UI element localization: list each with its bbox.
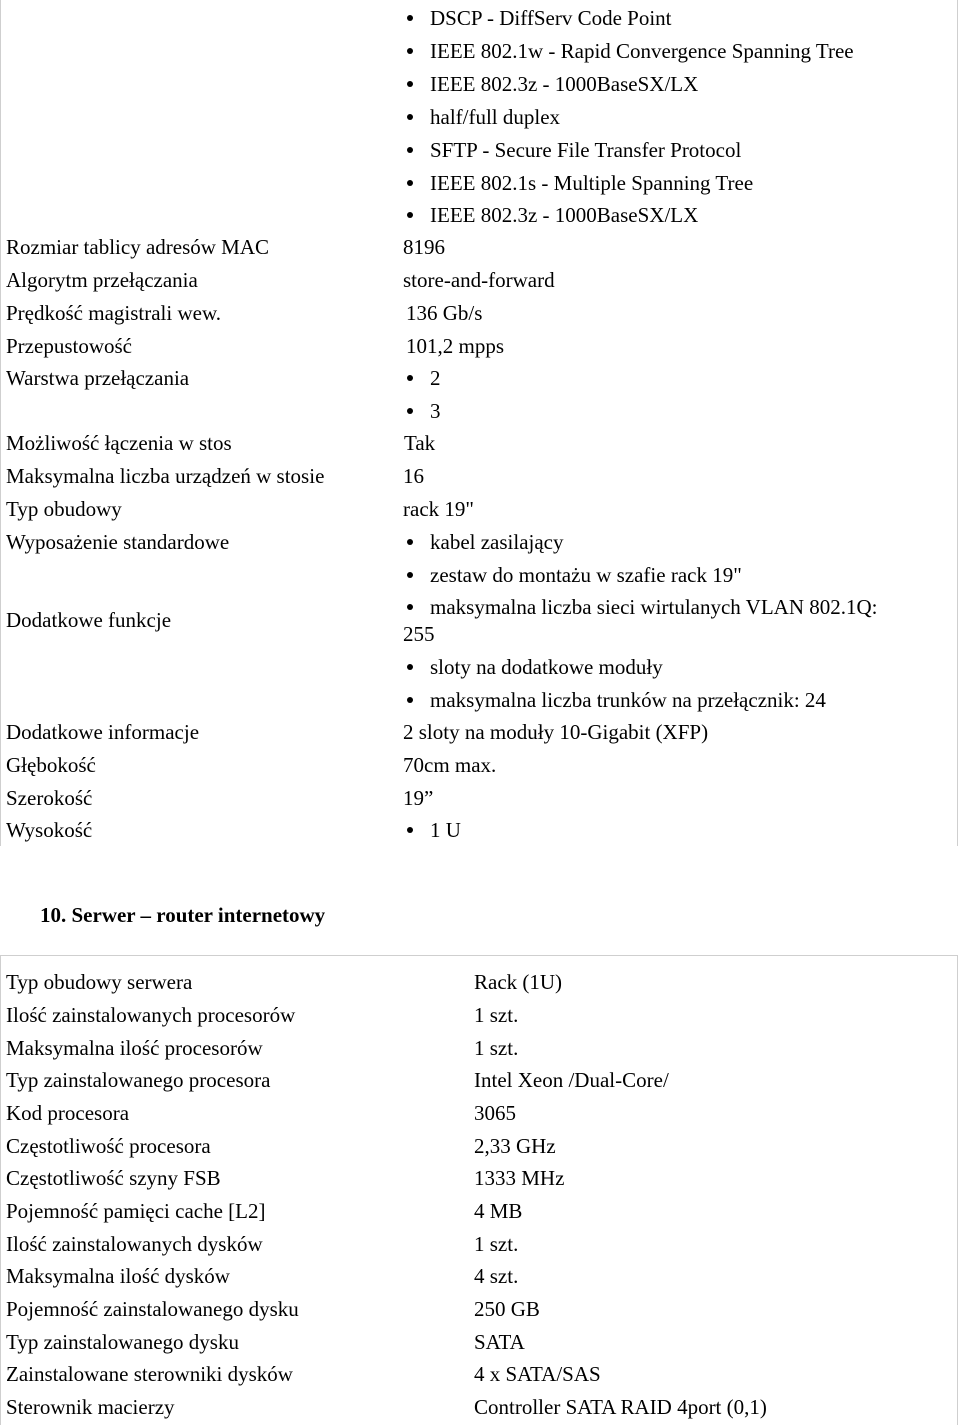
spec-value: 1 szt.: [474, 1232, 519, 1256]
list-item: sloty na dodatkowe moduły: [430, 655, 663, 679]
spec-value: Rack (1U): [474, 970, 563, 994]
spec-label: Częstotliwość procesora: [6, 1134, 211, 1158]
spec-label: Dodatkowe informacje: [6, 720, 200, 744]
spec-value: Controller SATA RAID 4port (0,1): [474, 1395, 767, 1419]
spec-label: Typ zainstalowanego dysku: [6, 1330, 239, 1354]
list-item: IEEE 802.1s - Multiple Spanning Tree: [430, 171, 754, 195]
spec-label: Algorytm przełączania: [6, 268, 198, 292]
list-item-wrap: 255: [403, 622, 435, 646]
spec-label: Sterownik macierzy: [6, 1395, 175, 1419]
spec-label: Możliwość łączenia w stos: [6, 431, 232, 455]
spec-value: 2 sloty na moduły 10-Gigabit (XFP): [403, 720, 709, 744]
list-item: IEEE 802.1w - Rapid Convergence Spanning Tree: [430, 39, 854, 63]
spec-label: Typ obudowy serwera: [6, 970, 193, 994]
spec-label: Maksymalna ilość procesorów: [6, 1036, 263, 1060]
spec-value: 250 GB: [474, 1297, 540, 1321]
spec-label: Prędkość magistrali wew.: [6, 301, 222, 325]
list-item: IEEE 802.3z - 1000BaseSX/LX: [430, 203, 699, 227]
spec-value: 8196: [403, 235, 445, 259]
spec-value: 101,2 mpps: [406, 334, 505, 358]
spec-value: 1 szt.: [474, 1036, 519, 1060]
spec-label: Pojemność pamięci cache [L2]: [6, 1199, 266, 1223]
spec-value: Tak: [404, 431, 436, 455]
spec-label: Dodatkowe funkcje: [6, 608, 172, 632]
spec-label: Pojemność zainstalowanego dysku: [6, 1297, 299, 1321]
spec-value: 16: [403, 464, 424, 488]
list-item: 3: [430, 399, 441, 423]
list-item: SFTP - Secure File Transfer Protocol: [430, 138, 742, 162]
spec-label: Warstwa przełączania: [6, 366, 190, 390]
spec-value: 2,33 GHz: [474, 1134, 556, 1158]
list-item: IEEE 802.3z - 1000BaseSX/LX: [430, 72, 699, 96]
spec-label: Głębokość: [6, 753, 96, 777]
spec-label: Ilość zainstalowanych dysków: [6, 1232, 263, 1256]
list-item: zestaw do montażu w szafie rack 19": [430, 563, 742, 587]
spec-value: Intel Xeon /Dual-Core/: [474, 1068, 669, 1092]
spec-value: rack 19": [403, 497, 474, 521]
spec-value: 19”: [403, 786, 434, 810]
spec-label: Częstotliwość szyny FSB: [6, 1166, 221, 1190]
spec-value: store-and-forward: [403, 268, 555, 292]
spec-value: SATA: [474, 1330, 525, 1354]
list-item: DSCP - DiffServ Code Point: [430, 6, 672, 30]
section-heading: 10. Serwer – router internetowy: [40, 903, 326, 927]
spec-label: Wyposażenie standardowe: [6, 530, 230, 554]
list-item: 1 U: [430, 818, 461, 842]
spec-value: 70cm max.: [403, 753, 497, 777]
spec-label: Szerokość: [6, 786, 93, 810]
spec-value: 136 Gb/s: [406, 301, 483, 325]
list-item: kabel zasilający: [430, 530, 564, 554]
spec-value: 3065: [474, 1101, 516, 1125]
spec-label: Maksymalna ilość dysków: [6, 1264, 230, 1288]
spec-label: Ilość zainstalowanych procesorów: [6, 1003, 296, 1027]
spec-label: Wysokość: [6, 818, 93, 842]
spec-label: Typ obudowy: [6, 497, 122, 521]
spec-label: Kod procesora: [6, 1101, 130, 1125]
spec-value: 4 szt.: [474, 1264, 519, 1288]
list-item: maksymalna liczba sieci wirtulanych VLAN 802.1Q:: [430, 595, 878, 619]
spec-value: 1333 MHz: [474, 1166, 565, 1190]
spec-value: 4 MB: [474, 1199, 523, 1223]
spec-label: Typ zainstalowanego procesora: [6, 1068, 271, 1092]
spec-value: 1 szt.: [474, 1003, 519, 1027]
list-item: maksymalna liczba trunków na przełącznik: 24: [430, 688, 826, 712]
spec-label: Zainstalowane sterowniki dysków: [6, 1362, 293, 1386]
spec-label: Maksymalna liczba urządzeń w stosie: [6, 464, 325, 488]
list-item: 2: [430, 366, 441, 390]
spec-label: Przepustowość: [6, 334, 132, 358]
list-item: half/full duplex: [430, 105, 561, 129]
spec-value: 4 x SATA/SAS: [474, 1362, 601, 1386]
spec-label: Rozmiar tablicy adresów MAC: [6, 235, 270, 259]
